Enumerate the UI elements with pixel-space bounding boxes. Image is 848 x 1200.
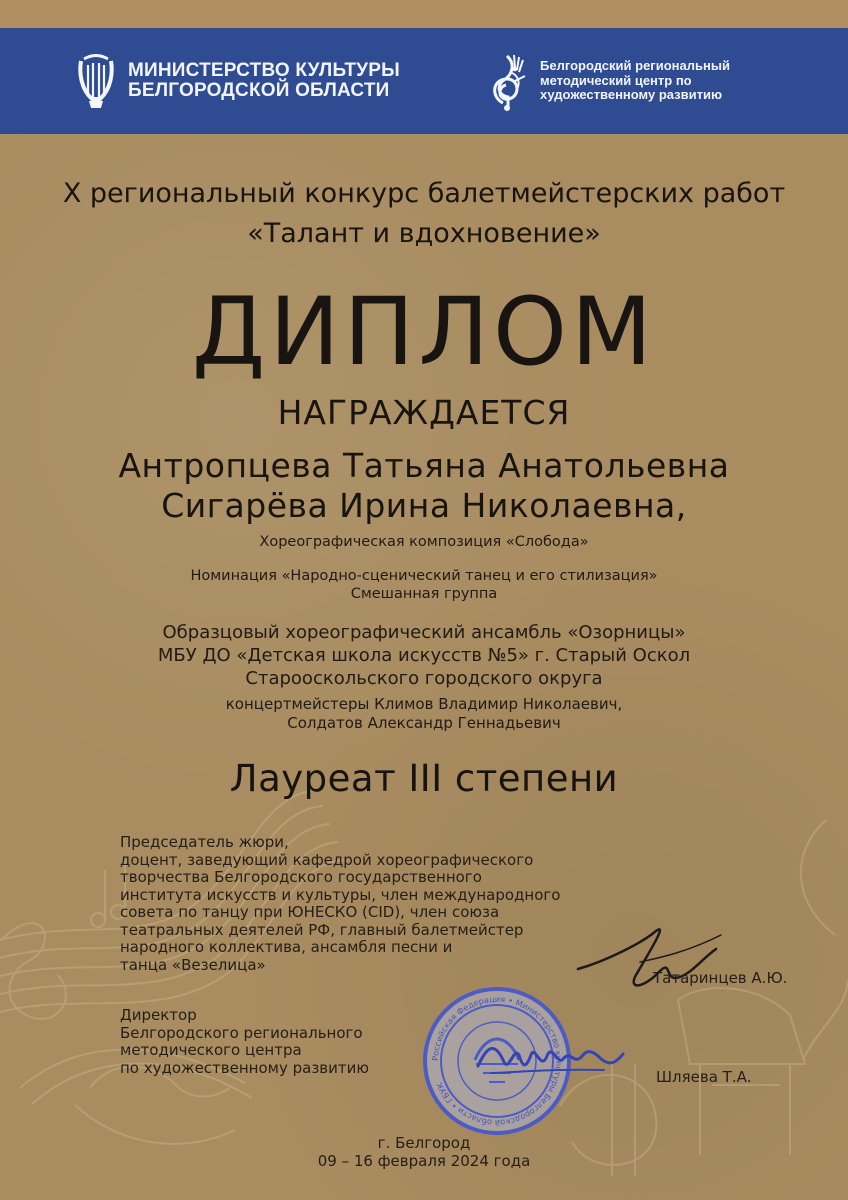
awarded-label: НАГРАЖДАЕТСЯ — [277, 393, 571, 432]
center-name: Белгородский региональный методический центр по художественному развитию — [540, 57, 730, 103]
jury-chair-name: Татаринцев А.Ю. — [653, 969, 788, 987]
competition-title: X региональный конкурс балетмейстерских работ — [62, 178, 786, 209]
composition-text: Хореографическая композиция «Слобода» — [259, 534, 589, 550]
nomination-text: Номинация «Народно-сценический танец и его стилизация» — [190, 568, 658, 584]
director-name: Шляева Т.А. — [656, 1068, 752, 1086]
seal-text: Российская Федерация • Министерство культуры Белгородской области • ГБУК — [429, 993, 565, 1129]
jury-chair-title: Председатель жюри, доцент, заведующий кафедрой хореографического творчества Белгородского государственного института искусств и культуры, член международного совета по танцу при ЮНЕСКО (CID), член союза театральных деятелей РФ, главный балетмейстер народного коллектива, ансамбля песни и танца «Везелица» — [120, 833, 561, 974]
competition-name: «Талант и вдохновение» — [247, 218, 601, 249]
recipient-name: Сигарёва Ирина Николаевна, — [161, 486, 687, 525]
issue-dates: 09 – 16 февраля 2024 года — [317, 1151, 531, 1170]
issue-city: г. Белгород — [377, 1134, 471, 1152]
chair-signature — [570, 925, 730, 1005]
diploma-title: ДИПЛОМ — [191, 278, 657, 387]
group-text: Смешанная группа — [350, 586, 498, 602]
award-title: Лауреат III степени — [229, 757, 619, 800]
ministry-name: МИНИСТЕРСТВО КУЛЬТУРЫ БЕЛГОРОДСКОЙ ОБЛАСТИ — [128, 60, 400, 101]
recipient-name: Антропцева Татьяна Анатольевна — [118, 446, 730, 485]
ensemble-line: Старооскольского городского округа — [245, 668, 603, 689]
ensemble-line: Образцовый хореографический ансамбль «Озорницы» — [162, 622, 686, 643]
accompanist-line: концертмейстеры Климов Владимир Николаевич, — [225, 695, 623, 713]
accompanist-line: Солдатов Александр Геннадьевич — [287, 714, 561, 732]
issue-place-date — [0, 1135, 848, 1170]
ensemble-line: МБУ ДО «Детская школа искусств №5» г. Старый Оскол — [157, 645, 691, 666]
director-title: Директор Белгородского регионального методического центра по художественному развитию — [120, 1006, 369, 1077]
director-signature — [475, 1027, 625, 1087]
jury-chair-block — [120, 834, 590, 974]
